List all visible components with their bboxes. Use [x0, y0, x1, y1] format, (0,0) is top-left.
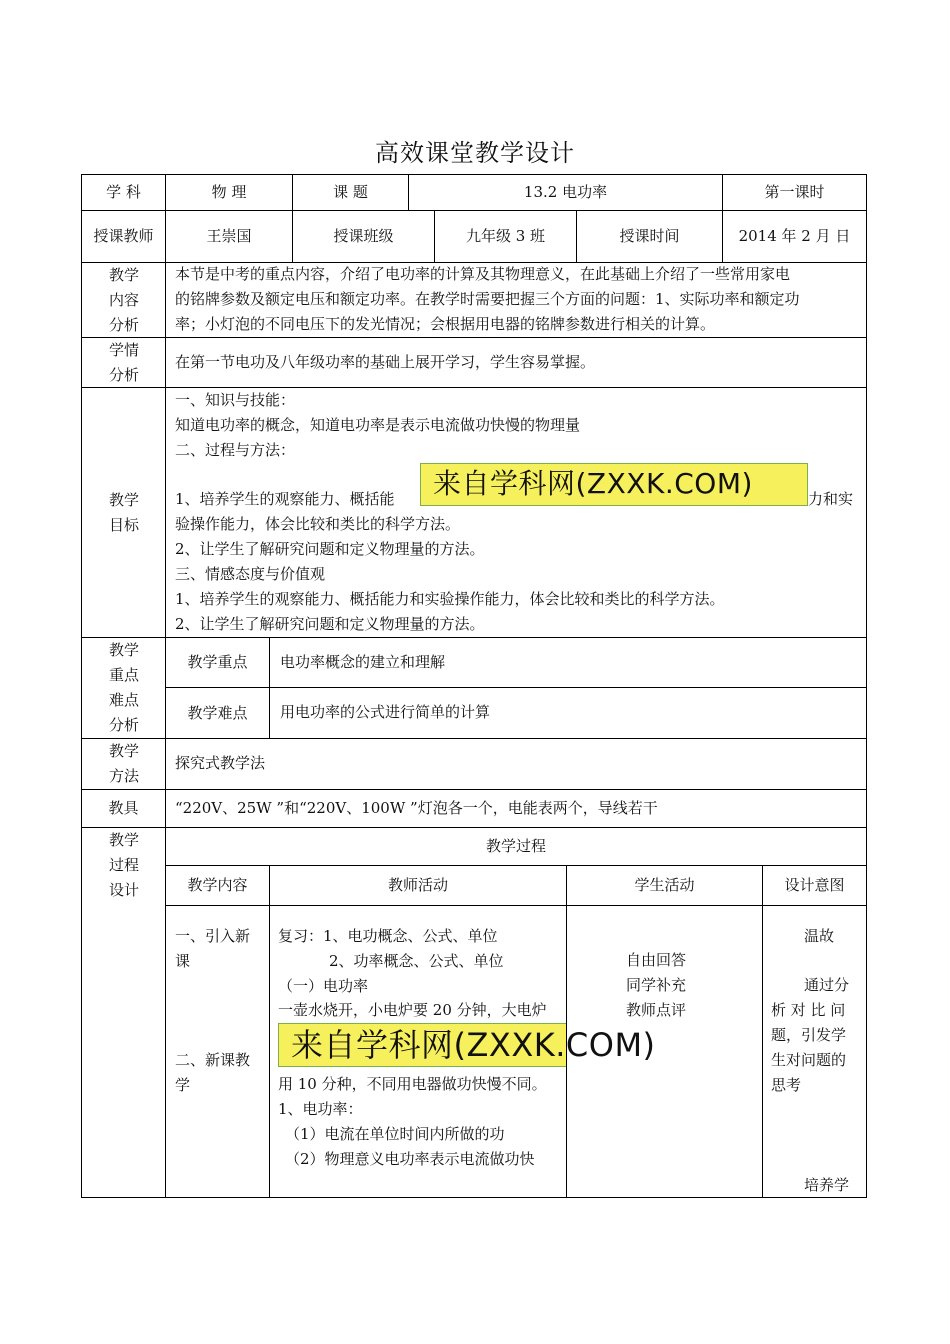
- subject-value: 物 理: [211, 183, 247, 201]
- learner-analysis-label: 学情分析: [108, 340, 139, 384]
- process-teacher-line: 用 10 分种，不同用电器做功快慢不同。: [278, 1075, 547, 1093]
- topic-label: 课 题: [333, 183, 368, 201]
- table-line: [866, 174, 867, 1198]
- process-label: 教学过程设计: [108, 831, 139, 899]
- objective-line: 2、让学生了解研究问题和定义物理量的方法。: [175, 540, 485, 558]
- time-value: 2014 年 2 月 日: [738, 227, 851, 245]
- tools-text: “220V、25W ”和“220V、100W ”灯泡各一个，电能表两个，导线若干: [175, 799, 658, 817]
- process-intent-line: 思考: [771, 1076, 802, 1094]
- process-teacher-line: 2、功率概念、公式、单位: [329, 952, 504, 970]
- tools-label: 教具: [108, 799, 139, 817]
- watermark-banner: [278, 1023, 656, 1067]
- process-intent-line: 温故: [804, 927, 835, 945]
- topic-value: 13.2 电功率: [523, 183, 608, 201]
- focus-text: 电功率概念的建立和理解: [280, 653, 446, 671]
- class-value: 九年级 3 班: [465, 227, 546, 245]
- process-intent-line: 题，引发学: [771, 1026, 847, 1044]
- objective-line: 一、知识与技能：: [175, 391, 296, 409]
- content-analysis-line: 的铭牌参数及额定电压和额定功率。在教学时需要把握三个方面的问题：1、实际功率和额定功: [175, 290, 800, 308]
- difficulty-text: 用电功率的公式进行简单的计算: [280, 703, 491, 721]
- key-points-label: 教学重点难点分析: [108, 641, 139, 734]
- subject-label: 学 科: [106, 183, 141, 201]
- objective-line: 2、让学生了解研究问题和定义物理量的方法。: [175, 615, 485, 633]
- watermark-text: 来自学科网(ZXXK.COM): [433, 467, 753, 500]
- table-line: [81, 738, 867, 739]
- process-teacher-line: （1）电流在单位时间内所做的功: [285, 1125, 505, 1143]
- table-line: [81, 337, 867, 338]
- time-label: 授课时间: [619, 227, 680, 245]
- process-student-line: 教师点评: [626, 1001, 687, 1019]
- learner-analysis-text: 在第一节电功及八年级功率的基础上展开学习，学生容易掌握。: [175, 353, 596, 371]
- content-analysis-line: 率；小灯泡的不同电压下的发光情况；会根据用电器的铭牌参数进行相关的计算。: [175, 315, 716, 333]
- process-intent-line: 培养学: [804, 1176, 850, 1194]
- watermark-text: 来自学科网(ZXXK.COM): [291, 1026, 656, 1064]
- class-label: 授课班级: [333, 227, 394, 245]
- objective-line: 三、情感态度与价值观: [175, 565, 326, 583]
- process-teacher-line: 一壶水烧开，小电炉要 20 分钟，大电炉: [278, 1001, 547, 1019]
- method-label: 教学方法: [108, 742, 139, 785]
- table-line: [269, 865, 270, 1198]
- objectives-label: 教学目标: [108, 490, 139, 534]
- column-content: 教学内容: [187, 876, 248, 894]
- period-value: 第一课时: [764, 183, 825, 201]
- content-analysis-line: 本节是中考的重点内容，介绍了电功率的计算及其物理意义，在此基础上介绍了一些常用家电: [175, 265, 791, 283]
- process-header: 教学过程: [485, 837, 546, 855]
- method-text: 探究式教学法: [175, 754, 266, 772]
- process-student-line: 自由回答: [626, 951, 687, 969]
- column-student: 学生活动: [634, 876, 695, 894]
- table-line: [81, 174, 82, 1198]
- process-teacher-line: （一）电功率: [278, 977, 369, 995]
- process-student-line: 同学补充: [626, 976, 687, 994]
- process-intent-line: 通过分: [804, 976, 850, 994]
- process-teacher-line: 1、电功率：: [278, 1100, 363, 1118]
- table-line: [81, 789, 867, 790]
- difficulty-label: 教学难点: [187, 703, 248, 722]
- page-title: 高效课堂教学设计: [375, 139, 575, 167]
- table-line: [762, 865, 763, 1198]
- table-line: [269, 637, 270, 739]
- column-teacher: 教师活动: [387, 876, 448, 894]
- objective-line: 二、过程与方法：: [175, 441, 296, 459]
- content-analysis-label: 教学内容分析: [108, 265, 139, 334]
- objective-line: 力和实: [808, 490, 854, 508]
- process-content-line: 一、引入新: [175, 927, 251, 945]
- teacher-label: 授课教师: [93, 227, 154, 245]
- objective-line: 1、培养学生的观察能力、概括能: [175, 490, 395, 508]
- teacher-value: 王崇国: [206, 227, 252, 245]
- process-content-line: 二、新课教: [175, 1051, 251, 1069]
- process-content-line: 课: [175, 952, 191, 970]
- watermark-banner: [420, 463, 808, 506]
- objective-line: 1、培养学生的观察能力、概括能力和实验操作能力，体会比较和类比的科学方法。: [175, 590, 725, 608]
- focus-label: 教学重点: [187, 653, 248, 671]
- process-intent-line: 生对问题的: [771, 1051, 847, 1069]
- process-intent-line: 析 对 比 问: [771, 1001, 846, 1019]
- column-intent: 设计意图: [784, 876, 845, 894]
- process-content-line: 学: [175, 1076, 191, 1094]
- table-line: [166, 687, 867, 688]
- process-teacher-line: （2）物理意义电功率表示电流做功快: [285, 1150, 535, 1168]
- objective-line: 知道电功率的概念，知道电功率是表示电流做功快慢的物理量: [175, 416, 581, 434]
- objective-line: 验操作能力，体会比较和类比的科学方法。: [175, 515, 461, 533]
- table-line: [81, 1197, 867, 1198]
- process-teacher-line: 复习：1、电功概念、公式、单位: [278, 927, 498, 945]
